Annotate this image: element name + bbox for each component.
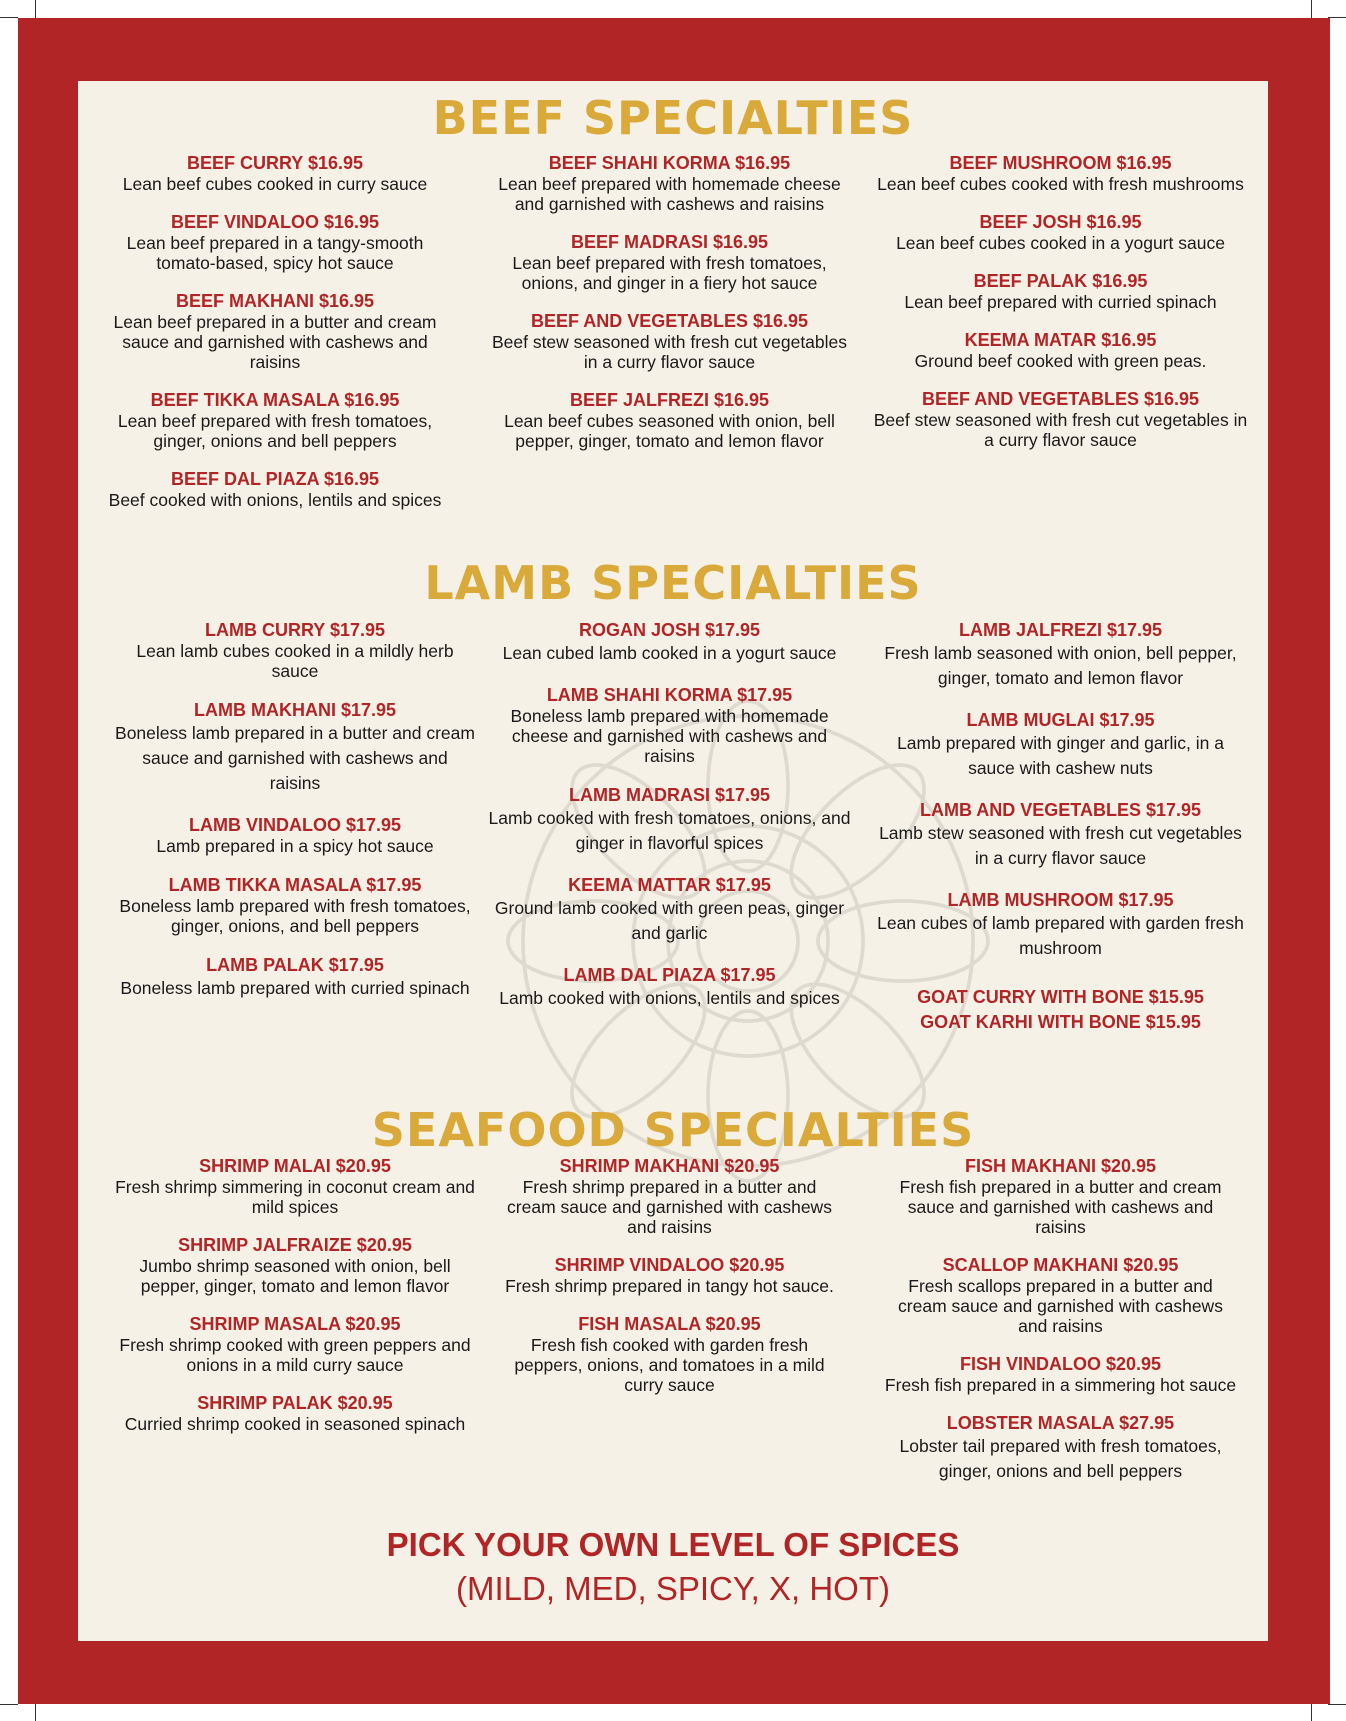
menu-item [115,1393,475,1434]
item-name: SHRIMP JALFRAIZE $20.95 [178,1235,412,1255]
item-name: BEEF PALAK $16.95 [973,271,1148,291]
lamb-column-1 [115,620,475,1020]
menu-item [487,620,852,666]
lamb-column-2 [487,620,852,1030]
item-name: BEEF MAKHANI $16.95 [175,291,375,311]
crop-mark [1328,17,1346,18]
item-description: Fresh fish prepared in a simmering hot sauce [884,1375,1237,1395]
item-description: Ground lamb cooked with green peas, ginger and garlic [494,898,845,943]
menu-item [115,620,475,681]
beef-column-3 [873,153,1248,468]
item-name: LAMB DAL PIAZA $17.95 [563,965,776,985]
item-name: LAMB MADRASI $17.95 [568,785,771,805]
item-name: FISH MAKHANI $20.95 [964,1156,1157,1176]
item-description: Lean beef cubes seasoned with onion, bell pepper, ginger, tomato and lemon flavor [504,411,835,451]
item-name: FISH MASALA $20.95 [578,1314,761,1334]
menu-item [95,390,455,451]
item-description: Lean beef prepared in a tangy-smooth tomato-based, spicy hot sauce [126,233,424,273]
item-name: ROGAN JOSH $17.95 [578,620,761,640]
menu-item [115,1314,475,1375]
menu-item [95,212,455,273]
item-name: LAMB JALFREZI $17.95 [958,620,1163,640]
item-description: Fresh shrimp prepared in tangy hot sauce. [505,1276,834,1296]
item-description: Lamb prepared with ginger and garlic, in a sauce with cashew nuts [897,733,1224,778]
menu-item [883,1255,1238,1336]
menu-item [873,153,1248,194]
menu-item [487,311,852,372]
menu-item [487,232,852,293]
crop-mark [0,1704,18,1705]
menu-item [115,700,475,796]
menu-item [873,620,1248,691]
item-name: KEEMA MATTAR $17.95 [568,875,771,895]
item-description: Fresh fish cooked with garden fresh peppers, onions, and tomatoes in a mild curry sauce [514,1335,825,1395]
item-description: Fresh shrimp prepared in a butter and cream sauce and garnished with cashews and raisins [507,1177,832,1237]
item-description: Lean beef cubes cooked in a yogurt sauce [896,233,1225,253]
item-description: Beef cooked with onions, lentils and spices [108,490,442,510]
item-description: Lobster tail prepared with fresh tomatoes, ginger, onions and bell peppers [899,1436,1222,1481]
item-name: SHRIMP VINDALOO $20.95 [554,1255,785,1275]
item-name: LOBSTER MASALA $27.95 [946,1413,1175,1433]
item-description: Lean beef prepared with homemade cheese and garnished with cashews and raisins [498,174,841,214]
menu-item [883,1354,1238,1395]
item-name: KEEMA MATAR $16.95 [964,330,1157,350]
menu-item [883,1156,1238,1237]
item-name: BEEF TIKKA MASALA $16.95 [150,390,400,410]
item-name: BEEF VINDALOO $16.95 [170,212,380,232]
crop-mark [35,1704,36,1721]
item-description: Fresh scallops prepared in a butter and cream sauce and garnished with cashews and raisins [898,1276,1223,1336]
item-name: LAMB SHAHI KORMA $17.95 [546,685,793,705]
item-name: BEEF AND VEGETABLES $16.95 [530,311,809,331]
seafood-column-2 [497,1156,842,1413]
beef-section-title: BEEF SPECIALTIES [432,91,914,145]
crop-mark [1311,1704,1312,1721]
item-description: Lamb prepared in a spicy hot sauce [156,836,434,856]
menu-item [873,710,1248,781]
item-description: Lean beef prepared with fresh tomatoes, onions, and ginger in a fiery hot sauce [512,253,827,293]
menu-item [115,1156,475,1217]
item-name: BEEF MUSHROOM $16.95 [949,153,1172,173]
item-name: LAMB VINDALOO $17.95 [188,815,402,835]
menu-panel [78,81,1268,1641]
beef-column-1 [95,153,455,528]
item-description: Fresh fish prepared in a butter and cream sauce and garnished with cashews and raisins [899,1177,1222,1237]
item-name: BEEF JOSH $16.95 [979,212,1142,232]
item-description: Boneless lamb prepared with homemade cheese and garnished with cashews and raisins [510,706,829,766]
seafood-column-3 [883,1156,1238,1502]
item-name: SHRIMP MALAI $20.95 [199,1156,391,1176]
menu-item [497,1314,842,1395]
item-description: Fresh shrimp cooked with green peppers and onions in a mild curry sauce [119,1335,471,1375]
item-name: BEEF MADRASI $16.95 [570,232,769,252]
menu-item [873,330,1248,371]
item-description: Lamb stew seasoned with fresh cut vegetables in a curry flavor sauce [879,823,1242,868]
item-name: SCALLOP MAKHANI $20.95 [942,1255,1179,1275]
menu-item [497,1156,842,1237]
goat-items [873,987,1248,1033]
item-name: LAMB MUSHROOM $17.95 [947,890,1174,910]
menu-item [873,389,1248,450]
menu-item [487,965,852,1011]
lamb-section-title: LAMB SPECIALTIES [424,556,922,610]
menu-item [115,955,475,1001]
crop-mark [35,0,36,18]
crop-mark [1311,0,1312,18]
menu-item [873,212,1248,253]
item-description: Lamb cooked with onions, lentils and spices [499,988,840,1008]
item-name: LAMB MUGLAI $17.95 [966,710,1155,730]
menu-item [883,1413,1238,1484]
item-description: Curried shrimp cooked in seasoned spinach [124,1414,466,1434]
item-name: LAMB TIKKA MASALA $17.95 [168,875,422,895]
menu-item [873,890,1248,961]
lamb-column-3 [873,620,1248,1052]
menu-item [487,685,852,766]
item-description: Lean lamb cubes cooked in a mildly herb sauce [136,641,454,681]
menu-item [95,469,455,510]
menu-item [115,1235,475,1296]
item-description: Boneless lamb prepared with fresh tomatoes, ginger, onions, and bell peppers [119,896,471,936]
item-name: BEEF SHAHI KORMA $16.95 [548,153,791,173]
item-name: SHRIMP PALAK $20.95 [197,1393,393,1413]
menu-item [873,800,1248,871]
menu-item [487,390,852,451]
item-name: BEEF DAL PIAZA $16.95 [170,469,380,489]
item-description: Beef stew seasoned with fresh cut vegetables in a curry flavor sauce [873,410,1248,450]
menu-item [873,271,1248,312]
menu-item [487,785,852,856]
item-name: FISH VINDALOO $20.95 [959,1354,1162,1374]
seafood-section-title: SEAFOOD SPECIALTIES [371,1103,975,1157]
item-name: LAMB AND VEGETABLES $17.95 [919,800,1202,820]
item-description: Lean beef prepared in a butter and cream sauce and garnished with cashews and raisins [113,312,437,372]
menu-item [95,153,455,194]
item-name: LAMB CURRY $17.95 [204,620,386,640]
item-description: Lean beef prepared with fresh tomatoes, ginger, onions and bell peppers [117,411,433,451]
crop-mark [1328,1704,1346,1705]
item-name: SHRIMP MAKHANI $20.95 [559,1156,780,1176]
item-name: GOAT KARHI WITH BONE $15.95 [920,1012,1201,1032]
item-description: Beef stew seasoned with fresh cut vegetables in a curry flavor sauce [491,332,848,372]
item-description: Lean beef cubes cooked with fresh mushrooms [877,174,1244,194]
item-name: SHRIMP MASALA $20.95 [189,1314,401,1334]
item-description: Fresh shrimp simmering in coconut cream and mild spices [115,1177,475,1217]
menu-item [95,291,455,372]
item-description: Fresh lamb seasoned with onion, bell pepper, ginger, tomato and lemon flavor [884,643,1237,688]
menu-item [487,153,852,214]
item-name: BEEF AND VEGETABLES $16.95 [921,389,1200,409]
item-description: Boneless lamb prepared in a butter and cream sauce and garnished with cashews and raisins [115,723,475,793]
item-description: Jumbo shrimp seasoned with onion, bell pepper, ginger, tomato and lemon flavor [139,1256,451,1296]
item-name: LAMB PALAK $17.95 [206,955,384,975]
item-description: Lean cubed lamb cooked in a yogurt sauce [502,643,837,663]
item-description: Ground beef cooked with green peas. [914,351,1207,371]
item-description: Lean beef cubes cooked in curry sauce [122,174,428,194]
item-name: LAMB MAKHANI $17.95 [193,700,397,720]
beef-column-2 [487,153,852,469]
item-description: Lean cubes of lamb prepared with garden fresh mushroom [877,913,1244,958]
item-name: BEEF CURRY $16.95 [186,153,364,173]
menu-item [497,1255,842,1296]
spice-level-heading: PICK YOUR OWN LEVEL OF SPICES [386,1526,960,1563]
item-description: Lamb cooked with fresh tomatoes, onions, and ginger in flavorful spices [488,808,851,853]
menu-item [115,875,475,936]
seafood-column-1 [115,1156,475,1452]
item-description: Lean beef prepared with curried spinach [904,292,1217,312]
item-description: Boneless lamb prepared with curried spinach [120,978,470,998]
menu-item [115,815,475,856]
menu-item [487,875,852,946]
item-name: GOAT CURRY WITH BONE $15.95 [917,987,1204,1007]
item-name: BEEF JALFREZI $16.95 [569,390,770,410]
crop-mark [0,17,18,18]
spice-level-options: (MILD, MED, SPICY, X, HOT) [456,1570,890,1607]
